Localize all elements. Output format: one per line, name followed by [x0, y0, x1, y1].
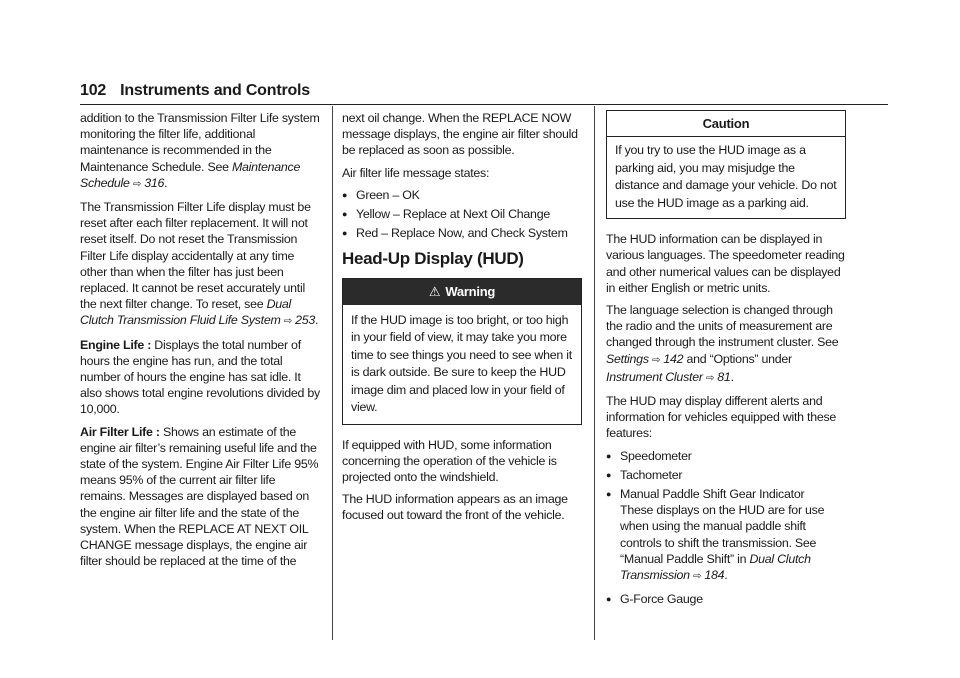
caution-body: If you try to use the HUD image as a parking aid, you may misjudge the distance and damage your vehicle. Do not use the HUD image as a parking aid.: [615, 143, 837, 210]
list-item: ● Green – OK: [342, 187, 582, 203]
page-ref-arrow-icon: ⇨: [705, 372, 715, 384]
page-ref-arrow-icon: ⇨: [651, 354, 661, 366]
warning-header: [343, 279, 581, 305]
text: Manual Paddle Shift Gear Indicator: [620, 487, 805, 502]
list-item: ● Speedometer: [606, 448, 846, 464]
column-1: [80, 110, 323, 575]
page-ref-arrow-icon: ⇨: [283, 316, 292, 328]
text: and “Options” under: [683, 351, 792, 366]
paragraph: [80, 424, 323, 570]
term-engine-life: Engine Life :: [80, 337, 152, 352]
column-2: [342, 110, 582, 530]
paragraph: If equipped with HUD, some information concerning the operation of the vehicle is projected onto the windshield.: [342, 437, 557, 485]
paragraph: The HUD information can be displayed in various languages. The speedometer reading and other numerical values can be displayed in either English or metric units.: [606, 232, 845, 295]
page-ref-arrow-icon: ⇨: [132, 178, 142, 190]
warning-box: [342, 278, 582, 425]
text: The Transmission Filter Life display must be reset after each filter replacement. It will not reset itself. Do not reset the Transmission Filter Life display accidentally at any time other than when the filter has just been replaced. It cannot be reset accurately until the next filter change. To reset, see: [80, 200, 311, 312]
paragraph: The HUD may display different alerts and information for vehicles equipped with these features:: [606, 394, 837, 441]
caution-box: [606, 110, 846, 219]
text: addition to the Transmission Filter Life system monitoring the filter life, additional maintenance is recommended in the Maintenance Schedule. See: [80, 111, 320, 174]
paragraph: The HUD information appears as an image focused out toward the front of the vehicle.: [342, 492, 568, 523]
paragraph: [80, 337, 323, 418]
list-item: [606, 486, 846, 585]
xref-link[interactable]: Settings ⇨ 142: [606, 351, 684, 366]
xref-link[interactable]: Dual Clutch Transmission Fluid Life System ⇨ 253: [80, 297, 316, 328]
xref-link[interactable]: Instrument Cluster ⇨ 81: [606, 369, 731, 384]
column-3: [606, 110, 846, 611]
text: Shows an estimate of the engine air filter’s remaining useful life and the state of the system. Engine Air Filter Life 95% means 95% of the current air filter life remains. Messages are displayed based on the engine air filter life and the state of the system. When the REPLACE AT NEXT OIL CHANGE message displays, the engine air filter should be replaced at the time of the: [80, 424, 319, 569]
text: The language selection is changed through the radio and the units of measurement are changed through the instrument cluster. See: [606, 303, 839, 350]
page-ref-arrow-icon: ⇨: [692, 571, 702, 583]
text: These displays on the HUD are for use when using the manual paddle shift controls to shift the transmission. See “Manual Paddle Shift” in: [620, 503, 825, 566]
list-item: ● Tachometer: [606, 467, 846, 483]
text: Displays the total number of hours the engine has run, and the total number of hours the engine has sat idle. It also shows total engine revolutions divided by 10,000.: [80, 337, 320, 417]
term-air-filter-life: Air Filter Life :: [80, 424, 160, 439]
section-heading: Head-Up Display (HUD): [342, 249, 524, 269]
paragraph: Air filter life message states:: [342, 165, 490, 180]
warning-triangle-icon: ⚠: [428, 283, 441, 299]
paragraph: next oil change. When the REPLACE NOW message displays, the engine air filter should be replaced as soon as possible.: [342, 111, 578, 158]
caution-title: Caution: [607, 111, 845, 137]
warning-body: If the HUD image is too bright, or too high in your field of view, it may take you more time to see things you need to see when it is dark outside. Be sure to keep the HUD image dim and placed low in your field of view.: [351, 312, 572, 415]
warning-title: Warning: [445, 283, 496, 299]
xref-link[interactable]: Dual Clutch Transmission ⇨ 184: [620, 551, 811, 583]
paragraph: The Transmission Filter Life display must be reset after each filter replacement. It will not reset itself. Do not reset the Transmission Filter Life display accidentally at any time other than when the filter has just been replaced. It cannot be reset accurately until the next filter change. To reset, see Dual Clutch Transmission Fluid Life System ⇨ 253.: [80, 200, 319, 328]
column-divider: [594, 106, 595, 640]
message-states-list: [342, 187, 582, 242]
column-divider: [332, 106, 333, 640]
list-item: ● Red – Replace Now, and Check System: [342, 225, 582, 241]
paragraph: addition to the Transmission Filter Life system monitoring the filter life, additional maintenance is recommended in the Maintenance Schedule. See Maintenance Schedule ⇨ 316.: [80, 111, 320, 190]
list-item: ● Yellow – Replace at Next Oil Change: [342, 206, 582, 222]
list-item-detail: These displays on the HUD are for use when using the manual paddle shift controls to shift the transmission. See “Manual Paddle Shift” in Dual Clutch Transmission ⇨ 184.: [620, 503, 825, 583]
features-list: [606, 448, 846, 608]
xref-link[interactable]: Maintenance Schedule ⇨ 316: [80, 159, 301, 190]
page-header: [80, 82, 888, 104]
section-title: Instruments and Controls: [120, 82, 310, 99]
header-rule: [80, 104, 888, 105]
page-number: 102: [80, 82, 107, 99]
paragraph: The language selection is changed through the radio and the units of measurement are changed through the instrument cluster. See Settings ⇨ 142 and “Options” under Instrument Cluster ⇨ 81.: [606, 303, 839, 384]
list-item: ● G-Force Gauge: [606, 591, 846, 607]
